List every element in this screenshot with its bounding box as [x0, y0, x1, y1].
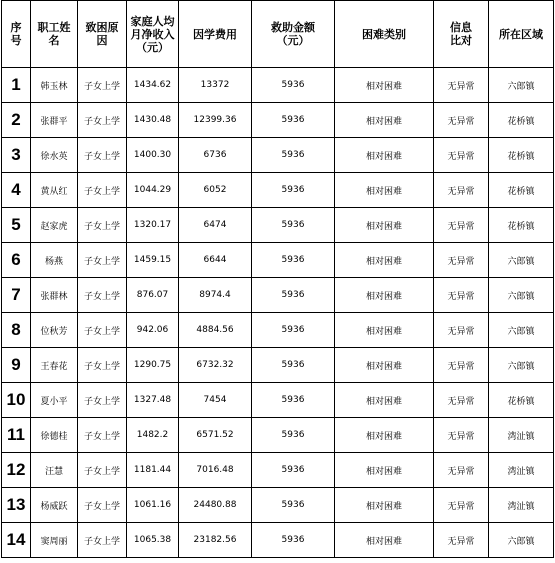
table-row	[2, 488, 554, 523]
cell-name: 徐水英	[31, 138, 78, 173]
cell-index: 11	[2, 418, 31, 453]
cell-region: 花桥镇	[489, 103, 554, 138]
cell-name: 汪慧	[31, 453, 78, 488]
cell-tuition: 6732.32	[179, 348, 252, 383]
cell-category: 相对困难	[335, 138, 434, 173]
cell-amount: 5936	[252, 103, 335, 138]
cell-amount: 5936	[252, 68, 335, 103]
cell-name: 位秋芳	[31, 313, 78, 348]
header-tuition: 因学费用	[179, 1, 252, 68]
cell-info-check: 无异常	[434, 523, 489, 558]
cell-reason: 子女上学	[78, 383, 127, 418]
table-row	[2, 68, 554, 103]
cell-reason: 子女上学	[78, 138, 127, 173]
cell-info-check: 无异常	[434, 103, 489, 138]
cell-income: 1290.75	[127, 348, 179, 383]
cell-reason: 子女上学	[78, 488, 127, 523]
cell-amount: 5936	[252, 138, 335, 173]
cell-region: 花桥镇	[489, 138, 554, 173]
cell-reason: 子女上学	[78, 68, 127, 103]
cell-tuition: 6644	[179, 243, 252, 278]
cell-category: 相对困难	[335, 313, 434, 348]
cell-name: 徐德桂	[31, 418, 78, 453]
cell-tuition: 12399.36	[179, 103, 252, 138]
cell-name: 赵家虎	[31, 208, 78, 243]
cell-name: 韩玉林	[31, 68, 78, 103]
cell-info-check: 无异常	[434, 138, 489, 173]
cell-region: 六郎镇	[489, 348, 554, 383]
cell-region: 花桥镇	[489, 383, 554, 418]
table-row	[2, 173, 554, 208]
cell-info-check: 无异常	[434, 383, 489, 418]
cell-tuition: 23182.56	[179, 523, 252, 558]
cell-amount: 5936	[252, 453, 335, 488]
cell-amount: 5936	[252, 348, 335, 383]
header-amount: 救助金额（元）	[252, 1, 335, 68]
cell-info-check: 无异常	[434, 208, 489, 243]
cell-amount: 5936	[252, 313, 335, 348]
cell-amount: 5936	[252, 523, 335, 558]
cell-reason: 子女上学	[78, 278, 127, 313]
cell-income: 876.07	[127, 278, 179, 313]
cell-info-check: 无异常	[434, 418, 489, 453]
cell-reason: 子女上学	[78, 103, 127, 138]
cell-region: 湾沚镇	[489, 453, 554, 488]
header-reason: 致困原因	[78, 1, 127, 68]
header-index: 序号	[2, 1, 31, 68]
cell-region: 六郎镇	[489, 68, 554, 103]
cell-reason: 子女上学	[78, 243, 127, 278]
cell-region: 湾沚镇	[489, 418, 554, 453]
cell-tuition: 7016.48	[179, 453, 252, 488]
header-income: 家庭人均月净收入（元）	[127, 1, 179, 68]
cell-amount: 5936	[252, 418, 335, 453]
cell-category: 相对困难	[335, 278, 434, 313]
table-row	[2, 418, 554, 453]
cell-tuition: 6571.52	[179, 418, 252, 453]
cell-reason: 子女上学	[78, 173, 127, 208]
cell-info-check: 无异常	[434, 488, 489, 523]
cell-name: 夏小平	[31, 383, 78, 418]
cell-reason: 子女上学	[78, 208, 127, 243]
cell-income: 1430.48	[127, 103, 179, 138]
cell-info-check: 无异常	[434, 348, 489, 383]
aid-table	[1, 0, 554, 558]
cell-category: 相对困难	[335, 173, 434, 208]
cell-income: 942.06	[127, 313, 179, 348]
cell-tuition: 13372	[179, 68, 252, 103]
header-row	[2, 1, 554, 68]
cell-tuition: 6052	[179, 173, 252, 208]
cell-amount: 5936	[252, 208, 335, 243]
cell-index: 1	[2, 68, 31, 103]
header-info-check: 信息比对	[434, 1, 489, 68]
cell-category: 相对困难	[335, 348, 434, 383]
cell-category: 相对困难	[335, 208, 434, 243]
table-row	[2, 383, 554, 418]
cell-amount: 5936	[252, 488, 335, 523]
cell-info-check: 无异常	[434, 243, 489, 278]
cell-index: 8	[2, 313, 31, 348]
cell-income: 1482.2	[127, 418, 179, 453]
cell-amount: 5936	[252, 278, 335, 313]
cell-index: 5	[2, 208, 31, 243]
cell-name: 黄从红	[31, 173, 78, 208]
cell-index: 6	[2, 243, 31, 278]
cell-info-check: 无异常	[434, 68, 489, 103]
cell-info-check: 无异常	[434, 453, 489, 488]
cell-reason: 子女上学	[78, 523, 127, 558]
header-region: 所在区域	[489, 1, 554, 68]
cell-amount: 5936	[252, 173, 335, 208]
cell-info-check: 无异常	[434, 278, 489, 313]
cell-income: 1065.38	[127, 523, 179, 558]
table-row	[2, 523, 554, 558]
cell-income: 1061.16	[127, 488, 179, 523]
aid-table-container	[1, 0, 554, 558]
cell-tuition: 7454	[179, 383, 252, 418]
cell-reason: 子女上学	[78, 313, 127, 348]
cell-reason: 子女上学	[78, 453, 127, 488]
table-row	[2, 278, 554, 313]
cell-amount: 5936	[252, 383, 335, 418]
cell-region: 六郎镇	[489, 278, 554, 313]
table-row	[2, 348, 554, 383]
cell-tuition: 6736	[179, 138, 252, 173]
cell-info-check: 无异常	[434, 313, 489, 348]
cell-tuition: 4884.56	[179, 313, 252, 348]
cell-index: 12	[2, 453, 31, 488]
cell-tuition: 8974.4	[179, 278, 252, 313]
cell-index: 3	[2, 138, 31, 173]
cell-name: 张群平	[31, 103, 78, 138]
header-category: 困难类别	[335, 1, 434, 68]
cell-income: 1434.62	[127, 68, 179, 103]
table-row	[2, 313, 554, 348]
cell-index: 14	[2, 523, 31, 558]
cell-name: 杨燕	[31, 243, 78, 278]
cell-income: 1459.15	[127, 243, 179, 278]
cell-name: 窦周丽	[31, 523, 78, 558]
cell-region: 六郎镇	[489, 243, 554, 278]
table-row	[2, 243, 554, 278]
table-row	[2, 453, 554, 488]
cell-index: 7	[2, 278, 31, 313]
cell-category: 相对困难	[335, 488, 434, 523]
cell-info-check: 无异常	[434, 173, 489, 208]
cell-tuition: 24480.88	[179, 488, 252, 523]
table-row	[2, 103, 554, 138]
cell-index: 10	[2, 383, 31, 418]
header-name: 职工姓名	[31, 1, 78, 68]
cell-income: 1044.29	[127, 173, 179, 208]
cell-category: 相对困难	[335, 383, 434, 418]
cell-region: 花桥镇	[489, 173, 554, 208]
cell-tuition: 6474	[179, 208, 252, 243]
cell-income: 1320.17	[127, 208, 179, 243]
cell-category: 相对困难	[335, 68, 434, 103]
cell-region: 六郎镇	[489, 523, 554, 558]
cell-name: 张群林	[31, 278, 78, 313]
cell-income: 1327.48	[127, 383, 179, 418]
table-row	[2, 138, 554, 173]
cell-category: 相对困难	[335, 523, 434, 558]
cell-reason: 子女上学	[78, 418, 127, 453]
cell-category: 相对困难	[335, 243, 434, 278]
cell-amount: 5936	[252, 243, 335, 278]
cell-index: 13	[2, 488, 31, 523]
cell-category: 相对困难	[335, 418, 434, 453]
cell-category: 相对困难	[335, 103, 434, 138]
cell-index: 9	[2, 348, 31, 383]
cell-region: 湾沚镇	[489, 488, 554, 523]
cell-region: 六郎镇	[489, 313, 554, 348]
cell-region: 花桥镇	[489, 208, 554, 243]
cell-income: 1181.44	[127, 453, 179, 488]
table-row	[2, 208, 554, 243]
cell-income: 1400.30	[127, 138, 179, 173]
cell-index: 2	[2, 103, 31, 138]
cell-reason: 子女上学	[78, 348, 127, 383]
cell-index: 4	[2, 173, 31, 208]
cell-name: 杨威跃	[31, 488, 78, 523]
cell-category: 相对困难	[335, 453, 434, 488]
cell-name: 王春花	[31, 348, 78, 383]
